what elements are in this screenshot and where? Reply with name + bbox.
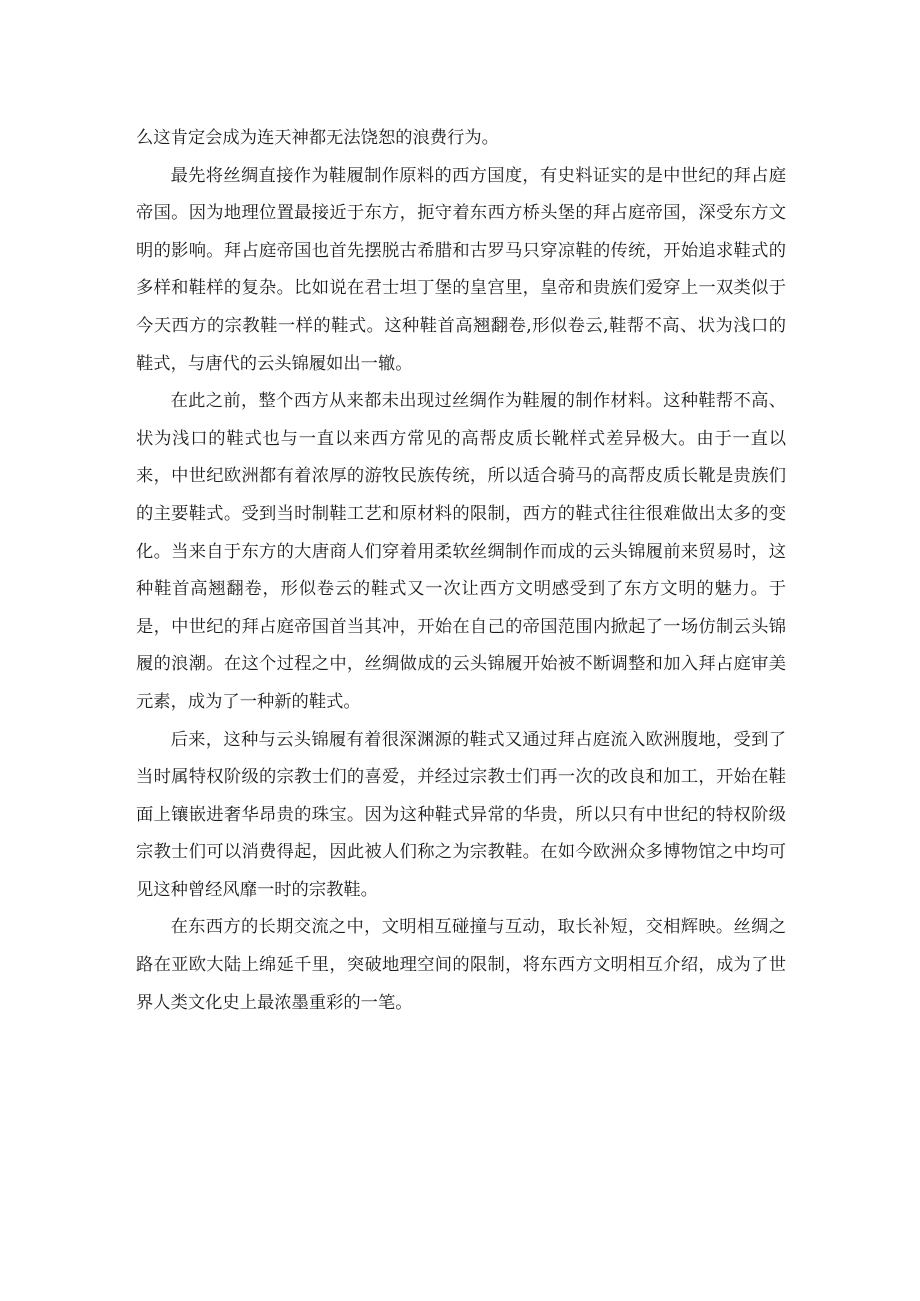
document-body xyxy=(136,120,786,1022)
paragraph-byzantine-silk-shoes: 最先将丝绸直接作为鞋履制作原料的西方国度，有史料证实的是中世纪的拜占庭帝国。因为地理位置最接近于东方，扼守着东西方桥头堡的拜占庭帝国，深受东方文明的影响。拜占庭帝国也首先摆脱古希腊和古罗马只穿凉鞋的传统，开始追求鞋式的多样和鞋样的复杂。比如说在君士坦丁堡的皇宫里，皇帝和贵族们爱穿上一双类似于今天西方的宗教鞋一样的鞋式。这种鞋首高翘翻卷,形似卷云,鞋帮不高、状为浅口的鞋式，与唐代的云头锦履如出一辙。 xyxy=(136,165,786,374)
paragraph-western-footwear-history: 在此之前，整个西方从来都未出现过丝绸作为鞋履的制作材料。这种鞋帮不高、状为浅口的鞋式也与一直以来西方常见的高帮皮质长靴样式差异极大。由于一直以来，中世纪欧洲都有着浓厚的游牧民族传统，所以适合骑马的高帮皮质长靴是贵族们的主要鞋式。受到当时制鞋工艺和原材料的限制，西方的鞋式往往很难做出太多的变化。当来自于东方的大唐商人们穿着用柔软丝绸制作而成的云头锦履前来贸易时，这种鞋首高翘翻卷，形似卷云的鞋式又一次让西方文明感受到了东方文明的魅力。于是，中世纪的拜占庭帝国首当其冲，开始在自己的帝国范围内掀起了一场仿制云头锦履的浪潮。在这个过程之中，丝绸做成的云头锦履开始被不断调整和加入拜占庭审美元素，成为了一种新的鞋式。 xyxy=(136,391,786,712)
paragraph-continuation: 么这肯定会成为连天神都无法饶恕的浪费行为。 xyxy=(136,128,499,148)
paragraph-silk-road-conclusion: 在东西方的长期交流之中，文明相互碰撞与互动，取长补短，交相辉映。丝绸之路在亚欧大陆上绵延千里，突破地理空间的限制，将东西方文明相互介绍，成为了世界人类文化史上最浓墨重彩的一笔。 xyxy=(136,917,786,1013)
paragraph-religious-shoes: 后来，这种与云头锦履有着很深渊源的鞋式又通过拜占庭流入欧洲腹地，受到了当时属特权阶级的宗教士们的喜爱，并经过宗教士们再一次的改良和加工，开始在鞋面上镶嵌进奢华昂贵的珠宝。因为这种鞋式异常的华贵，所以只有中世纪的特权阶级宗教士们可以消费得起，因此被人们称之为宗教鞋。在如今欧洲众多博物馆之中均可见这种曾经风靡一时的宗教鞋。 xyxy=(136,729,786,900)
